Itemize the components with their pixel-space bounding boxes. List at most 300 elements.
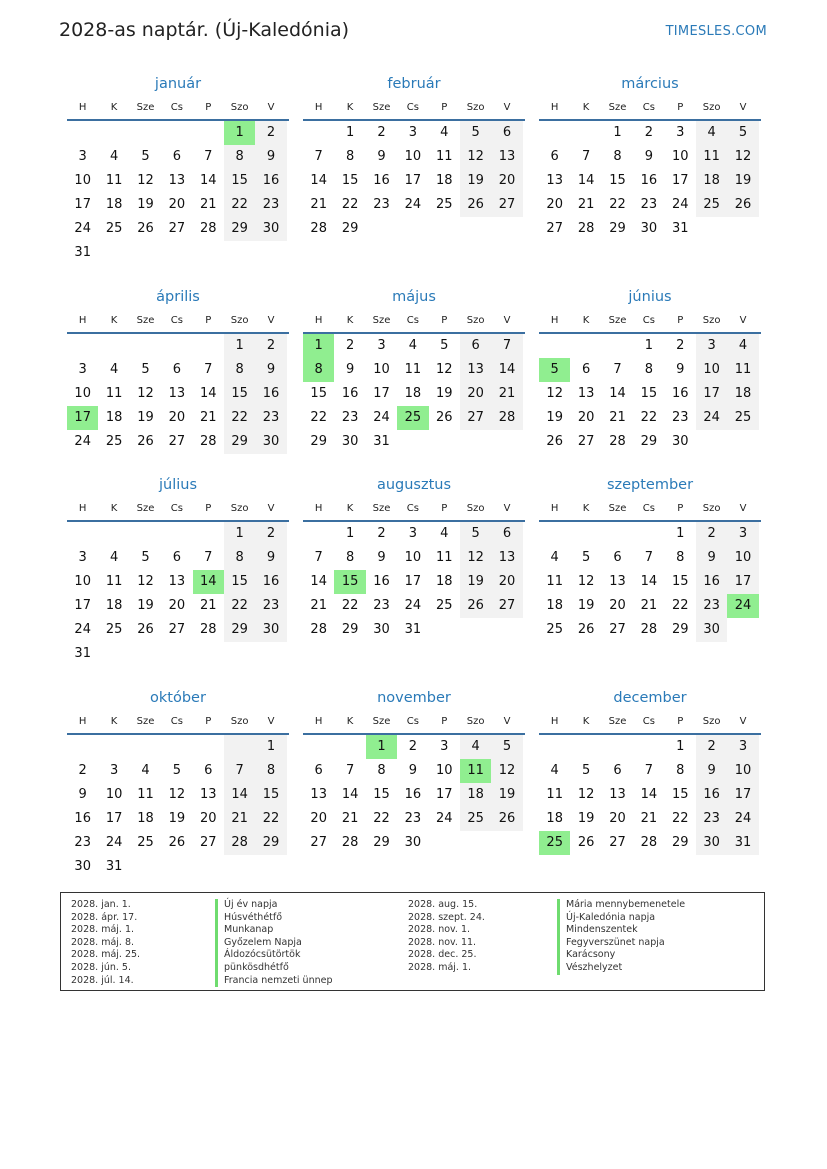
day-cell[interactable]: 3: [727, 735, 758, 759]
day-cell[interactable]: 4: [727, 334, 758, 358]
day-cell[interactable]: 2: [78, 763, 87, 778]
day-cell[interactable]: 28: [640, 622, 658, 637]
holiday-day[interactable]: 11: [460, 759, 491, 783]
day-cell[interactable]: 24: [74, 434, 91, 449]
day-cell[interactable]: 8: [644, 362, 653, 377]
day-cell[interactable]: 9: [255, 546, 286, 570]
day-cell[interactable]: 23: [74, 835, 91, 850]
day-cell[interactable]: 10: [404, 550, 422, 565]
day-cell[interactable]: 20: [168, 598, 186, 613]
day-cell[interactable]: 1: [224, 334, 255, 358]
day-cell[interactable]: 3: [408, 526, 417, 541]
day-cell[interactable]: 18: [137, 811, 154, 826]
day-cell[interactable]: 11: [435, 550, 453, 565]
day-cell[interactable]: 21: [199, 197, 217, 212]
day-cell[interactable]: 30: [404, 835, 422, 850]
day-cell[interactable]: 19: [137, 410, 154, 425]
day-cell[interactable]: 20: [577, 410, 595, 425]
day-cell[interactable]: 8: [676, 550, 685, 565]
day-cell[interactable]: 5: [460, 121, 491, 145]
day-cell[interactable]: 6: [613, 763, 622, 778]
day-cell[interactable]: 17: [435, 787, 453, 802]
day-cell[interactable]: 29: [373, 835, 390, 850]
day-cell[interactable]: 23: [255, 406, 286, 430]
day-cell[interactable]: 26: [460, 193, 491, 217]
day-cell[interactable]: 6: [460, 334, 491, 358]
day-cell[interactable]: 30: [255, 618, 286, 642]
day-cell[interactable]: 26: [137, 221, 154, 236]
day-cell[interactable]: 31: [404, 622, 422, 637]
day-cell[interactable]: 10: [404, 149, 422, 164]
day-cell[interactable]: 19: [460, 570, 491, 594]
day-cell[interactable]: 27: [168, 434, 186, 449]
day-cell[interactable]: 2: [345, 338, 355, 353]
day-cell[interactable]: 31: [74, 245, 91, 260]
day-cell[interactable]: 23: [255, 594, 286, 618]
day-cell[interactable]: 24: [727, 807, 758, 831]
brand-link[interactable]: TIMESLES.COM: [665, 24, 767, 39]
day-cell[interactable]: 4: [550, 763, 559, 778]
day-cell[interactable]: 1: [345, 125, 355, 140]
day-cell[interactable]: 7: [491, 334, 522, 358]
day-cell[interactable]: 25: [460, 807, 491, 831]
day-cell[interactable]: 12: [460, 145, 491, 169]
day-cell[interactable]: 28: [491, 406, 522, 430]
day-cell[interactable]: 10: [74, 173, 91, 188]
day-cell[interactable]: 8: [224, 358, 255, 382]
day-cell[interactable]: 25: [435, 197, 453, 212]
day-cell[interactable]: 12: [137, 386, 154, 401]
day-cell[interactable]: 2: [644, 125, 653, 140]
day-cell[interactable]: 17: [74, 197, 91, 212]
day-cell[interactable]: 10: [671, 149, 689, 164]
day-cell[interactable]: 22: [224, 406, 255, 430]
day-cell[interactable]: 27: [609, 835, 626, 850]
day-cell[interactable]: 19: [435, 386, 453, 401]
day-cell[interactable]: 18: [105, 410, 123, 425]
day-cell[interactable]: 29: [224, 618, 255, 642]
day-cell[interactable]: 22: [671, 811, 689, 826]
day-cell[interactable]: 20: [199, 811, 217, 826]
day-cell[interactable]: 26: [577, 835, 595, 850]
day-cell[interactable]: 25: [696, 193, 727, 217]
day-cell[interactable]: 13: [609, 787, 626, 802]
day-cell[interactable]: 19: [137, 197, 154, 212]
day-cell[interactable]: 15: [609, 173, 626, 188]
day-cell[interactable]: 7: [204, 550, 213, 565]
day-cell[interactable]: 17: [727, 570, 758, 594]
day-cell[interactable]: 6: [550, 149, 559, 164]
day-cell[interactable]: 27: [310, 835, 327, 850]
holiday-day[interactable]: 17: [67, 406, 98, 430]
day-cell[interactable]: 21: [224, 807, 255, 831]
day-cell[interactable]: 26: [460, 594, 491, 618]
day-cell[interactable]: 26: [168, 835, 186, 850]
day-cell[interactable]: 28: [577, 221, 595, 236]
day-cell[interactable]: 11: [546, 574, 563, 589]
day-cell[interactable]: 30: [255, 217, 286, 241]
holiday-day[interactable]: 14: [193, 570, 224, 594]
day-cell[interactable]: 11: [137, 787, 154, 802]
day-cell[interactable]: 2: [255, 121, 286, 145]
day-cell[interactable]: 28: [199, 434, 217, 449]
day-cell[interactable]: 30: [373, 622, 390, 637]
day-cell[interactable]: 20: [491, 169, 522, 193]
day-cell[interactable]: 2: [408, 739, 417, 754]
day-cell[interactable]: 5: [172, 763, 181, 778]
day-cell[interactable]: 12: [460, 546, 491, 570]
day-cell[interactable]: 30: [696, 618, 727, 642]
day-cell[interactable]: 9: [644, 149, 653, 164]
day-cell[interactable]: 20: [460, 382, 491, 406]
day-cell[interactable]: 19: [546, 410, 563, 425]
day-cell[interactable]: 27: [491, 193, 522, 217]
day-cell[interactable]: 27: [577, 434, 595, 449]
day-cell[interactable]: 28: [310, 622, 327, 637]
day-cell[interactable]: 24: [696, 406, 727, 430]
day-cell[interactable]: 22: [341, 197, 359, 212]
day-cell[interactable]: 25: [435, 598, 453, 613]
day-cell[interactable]: 1: [345, 526, 355, 541]
day-cell[interactable]: 15: [224, 382, 255, 406]
day-cell[interactable]: 3: [727, 522, 758, 546]
day-cell[interactable]: 17: [696, 382, 727, 406]
day-cell[interactable]: 1: [613, 125, 622, 140]
day-cell[interactable]: 13: [491, 546, 522, 570]
day-cell[interactable]: 28: [224, 831, 255, 855]
day-cell[interactable]: 2: [377, 526, 386, 541]
day-cell[interactable]: 21: [310, 598, 327, 613]
holiday-day[interactable]: 1: [303, 334, 334, 358]
day-cell[interactable]: 14: [640, 574, 658, 589]
day-cell[interactable]: 12: [491, 759, 522, 783]
day-cell[interactable]: 26: [435, 410, 453, 425]
day-cell[interactable]: 29: [224, 217, 255, 241]
day-cell[interactable]: 4: [109, 149, 119, 164]
day-cell[interactable]: 2: [676, 338, 685, 353]
day-cell[interactable]: 2: [377, 125, 386, 140]
day-cell[interactable]: 12: [435, 362, 453, 377]
day-cell[interactable]: 20: [168, 197, 186, 212]
day-cell[interactable]: 19: [577, 811, 595, 826]
day-cell[interactable]: 20: [609, 811, 626, 826]
day-cell[interactable]: 30: [671, 434, 689, 449]
day-cell[interactable]: 5: [491, 735, 522, 759]
day-cell[interactable]: 29: [671, 835, 689, 850]
day-cell[interactable]: 31: [74, 646, 91, 661]
day-cell[interactable]: 18: [435, 173, 453, 188]
day-cell[interactable]: 1: [676, 739, 685, 754]
day-cell[interactable]: 24: [404, 598, 422, 613]
day-cell[interactable]: 24: [373, 410, 390, 425]
day-cell[interactable]: 10: [74, 574, 91, 589]
day-cell[interactable]: 23: [696, 594, 727, 618]
day-cell[interactable]: 24: [404, 197, 422, 212]
day-cell[interactable]: 14: [577, 173, 595, 188]
day-cell[interactable]: 27: [199, 835, 217, 850]
day-cell[interactable]: 31: [373, 434, 390, 449]
day-cell[interactable]: 18: [105, 598, 123, 613]
day-cell[interactable]: 15: [640, 386, 658, 401]
day-cell[interactable]: 1: [644, 338, 653, 353]
day-cell[interactable]: 17: [404, 173, 422, 188]
day-cell[interactable]: 9: [377, 149, 386, 164]
day-cell[interactable]: 4: [550, 550, 559, 565]
day-cell[interactable]: 22: [640, 410, 658, 425]
day-cell[interactable]: 31: [727, 831, 758, 855]
holiday-day[interactable]: 25: [539, 831, 570, 855]
day-cell[interactable]: 28: [199, 221, 217, 236]
day-cell[interactable]: 30: [696, 831, 727, 855]
day-cell[interactable]: 30: [74, 859, 91, 874]
day-cell[interactable]: 14: [224, 783, 255, 807]
day-cell[interactable]: 3: [440, 739, 449, 754]
holiday-day[interactable]: 8: [303, 358, 334, 382]
day-cell[interactable]: 4: [696, 121, 727, 145]
day-cell[interactable]: 12: [546, 386, 563, 401]
day-cell[interactable]: 5: [581, 550, 591, 565]
day-cell[interactable]: 8: [676, 763, 685, 778]
day-cell[interactable]: 27: [491, 594, 522, 618]
day-cell[interactable]: 22: [341, 598, 359, 613]
day-cell[interactable]: 18: [105, 197, 123, 212]
day-cell[interactable]: 10: [727, 759, 758, 783]
day-cell[interactable]: 9: [696, 759, 727, 783]
day-cell[interactable]: 11: [727, 358, 758, 382]
day-cell[interactable]: 3: [676, 125, 685, 140]
day-cell[interactable]: 10: [696, 358, 727, 382]
day-cell[interactable]: 27: [168, 622, 186, 637]
day-cell[interactable]: 17: [105, 811, 123, 826]
day-cell[interactable]: 7: [581, 149, 591, 164]
day-cell[interactable]: 17: [671, 173, 689, 188]
day-cell[interactable]: 26: [137, 434, 154, 449]
day-cell[interactable]: 29: [310, 434, 327, 449]
day-cell[interactable]: 28: [199, 622, 217, 637]
day-cell[interactable]: 24: [74, 622, 91, 637]
day-cell[interactable]: 7: [314, 550, 323, 565]
day-cell[interactable]: 13: [577, 386, 595, 401]
day-cell[interactable]: 18: [435, 574, 453, 589]
day-cell[interactable]: 22: [310, 410, 327, 425]
day-cell[interactable]: 9: [696, 546, 727, 570]
day-cell[interactable]: 7: [644, 763, 653, 778]
day-cell[interactable]: 29: [224, 430, 255, 454]
day-cell[interactable]: 25: [727, 406, 758, 430]
day-cell[interactable]: 8: [345, 550, 355, 565]
day-cell[interactable]: 26: [491, 807, 522, 831]
day-cell[interactable]: 11: [105, 574, 123, 589]
day-cell[interactable]: 3: [78, 149, 87, 164]
holiday-day[interactable]: 24: [727, 594, 758, 618]
day-cell[interactable]: 26: [727, 193, 758, 217]
day-cell[interactable]: 17: [727, 783, 758, 807]
day-cell[interactable]: 13: [199, 787, 217, 802]
day-cell[interactable]: 9: [255, 358, 286, 382]
day-cell[interactable]: 4: [141, 763, 150, 778]
holiday-day[interactable]: 15: [334, 570, 365, 594]
day-cell[interactable]: 6: [314, 763, 323, 778]
day-cell[interactable]: 20: [310, 811, 327, 826]
day-cell[interactable]: 14: [609, 386, 626, 401]
day-cell[interactable]: 16: [255, 382, 286, 406]
day-cell[interactable]: 11: [404, 362, 422, 377]
day-cell[interactable]: 24: [671, 197, 689, 212]
day-cell[interactable]: 29: [671, 622, 689, 637]
day-cell[interactable]: 4: [440, 125, 449, 140]
day-cell[interactable]: 19: [577, 598, 595, 613]
day-cell[interactable]: 4: [109, 362, 119, 377]
day-cell[interactable]: 7: [613, 362, 622, 377]
day-cell[interactable]: 11: [696, 145, 727, 169]
day-cell[interactable]: 6: [491, 522, 522, 546]
day-cell[interactable]: 3: [78, 362, 87, 377]
day-cell[interactable]: 1: [255, 735, 286, 759]
day-cell[interactable]: 16: [255, 570, 286, 594]
day-cell[interactable]: 20: [609, 598, 626, 613]
day-cell[interactable]: 9: [377, 550, 386, 565]
day-cell[interactable]: 2: [696, 522, 727, 546]
day-cell[interactable]: 5: [727, 121, 758, 145]
day-cell[interactable]: 3: [109, 763, 119, 778]
day-cell[interactable]: 7: [204, 362, 213, 377]
day-cell[interactable]: 15: [671, 787, 689, 802]
day-cell[interactable]: 14: [640, 787, 658, 802]
day-cell[interactable]: 19: [168, 811, 186, 826]
day-cell[interactable]: 13: [168, 173, 186, 188]
day-cell[interactable]: 16: [696, 783, 727, 807]
day-cell[interactable]: 15: [255, 783, 286, 807]
day-cell[interactable]: 11: [435, 149, 453, 164]
day-cell[interactable]: 27: [168, 221, 186, 236]
day-cell[interactable]: 30: [640, 221, 658, 236]
day-cell[interactable]: 25: [546, 622, 563, 637]
day-cell[interactable]: 31: [671, 221, 689, 236]
day-cell[interactable]: 4: [408, 338, 417, 353]
day-cell[interactable]: 3: [696, 334, 727, 358]
day-cell[interactable]: 21: [609, 410, 626, 425]
day-cell[interactable]: 8: [377, 763, 386, 778]
day-cell[interactable]: 6: [172, 550, 181, 565]
day-cell[interactable]: 10: [727, 546, 758, 570]
day-cell[interactable]: 15: [341, 173, 359, 188]
day-cell[interactable]: 18: [546, 811, 563, 826]
day-cell[interactable]: 11: [105, 386, 123, 401]
day-cell[interactable]: 13: [310, 787, 327, 802]
day-cell[interactable]: 5: [460, 522, 491, 546]
day-cell[interactable]: 13: [460, 358, 491, 382]
day-cell[interactable]: 8: [613, 149, 622, 164]
day-cell[interactable]: 8: [255, 759, 286, 783]
day-cell[interactable]: 19: [491, 783, 522, 807]
day-cell[interactable]: 17: [404, 574, 422, 589]
day-cell[interactable]: 4: [460, 735, 491, 759]
day-cell[interactable]: 9: [345, 362, 355, 377]
day-cell[interactable]: 21: [199, 598, 217, 613]
day-cell[interactable]: 20: [168, 410, 186, 425]
day-cell[interactable]: 21: [310, 197, 327, 212]
day-cell[interactable]: 13: [546, 173, 563, 188]
day-cell[interactable]: 19: [727, 169, 758, 193]
day-cell[interactable]: 13: [609, 574, 626, 589]
day-cell[interactable]: 11: [105, 173, 123, 188]
holiday-day[interactable]: 5: [539, 358, 570, 382]
day-cell[interactable]: 17: [373, 386, 390, 401]
day-cell[interactable]: 25: [105, 622, 123, 637]
day-cell[interactable]: 29: [255, 831, 286, 855]
day-cell[interactable]: 19: [137, 598, 154, 613]
day-cell[interactable]: 22: [671, 598, 689, 613]
day-cell[interactable]: 16: [74, 811, 91, 826]
day-cell[interactable]: 10: [105, 787, 123, 802]
day-cell[interactable]: 16: [341, 386, 359, 401]
day-cell[interactable]: 4: [440, 526, 449, 541]
day-cell[interactable]: 21: [341, 811, 359, 826]
day-cell[interactable]: 3: [78, 550, 87, 565]
holiday-day[interactable]: 25: [397, 406, 428, 430]
day-cell[interactable]: 31: [105, 859, 123, 874]
day-cell[interactable]: 16: [255, 169, 286, 193]
day-cell[interactable]: 2: [255, 334, 286, 358]
day-cell[interactable]: 8: [224, 145, 255, 169]
day-cell[interactable]: 23: [671, 410, 689, 425]
day-cell[interactable]: 24: [435, 811, 453, 826]
day-cell[interactable]: 7: [224, 759, 255, 783]
day-cell[interactable]: 23: [255, 193, 286, 217]
day-cell[interactable]: 3: [408, 125, 417, 140]
day-cell[interactable]: 15: [224, 570, 255, 594]
day-cell[interactable]: 22: [224, 594, 255, 618]
day-cell[interactable]: 9: [676, 362, 685, 377]
day-cell[interactable]: 24: [74, 221, 91, 236]
day-cell[interactable]: 14: [341, 787, 359, 802]
day-cell[interactable]: 5: [141, 149, 150, 164]
day-cell[interactable]: 19: [460, 169, 491, 193]
day-cell[interactable]: 1: [676, 526, 685, 541]
day-cell[interactable]: 18: [727, 382, 758, 406]
day-cell[interactable]: 27: [609, 622, 626, 637]
holiday-day[interactable]: 1: [224, 121, 255, 145]
day-cell[interactable]: 15: [373, 787, 390, 802]
day-cell[interactable]: 14: [199, 386, 217, 401]
day-cell[interactable]: 16: [640, 173, 658, 188]
day-cell[interactable]: 28: [609, 434, 626, 449]
day-cell[interactable]: 12: [577, 574, 595, 589]
day-cell[interactable]: 3: [377, 338, 386, 353]
day-cell[interactable]: 14: [310, 574, 327, 589]
day-cell[interactable]: 14: [310, 173, 327, 188]
day-cell[interactable]: 21: [640, 598, 658, 613]
day-cell[interactable]: 5: [141, 550, 150, 565]
day-cell[interactable]: 18: [546, 598, 563, 613]
day-cell[interactable]: 16: [671, 386, 689, 401]
day-cell[interactable]: 18: [404, 386, 422, 401]
day-cell[interactable]: 23: [341, 410, 359, 425]
day-cell[interactable]: 11: [546, 787, 563, 802]
day-cell[interactable]: 12: [137, 574, 154, 589]
day-cell[interactable]: 18: [460, 783, 491, 807]
day-cell[interactable]: 16: [373, 173, 390, 188]
day-cell[interactable]: 8: [224, 546, 255, 570]
day-cell[interactable]: 29: [341, 622, 359, 637]
day-cell[interactable]: 6: [613, 550, 622, 565]
day-cell[interactable]: 27: [460, 406, 491, 430]
day-cell[interactable]: 12: [137, 173, 154, 188]
day-cell[interactable]: 10: [435, 763, 453, 778]
day-cell[interactable]: 4: [109, 550, 119, 565]
day-cell[interactable]: 21: [491, 382, 522, 406]
day-cell[interactable]: 7: [345, 763, 355, 778]
